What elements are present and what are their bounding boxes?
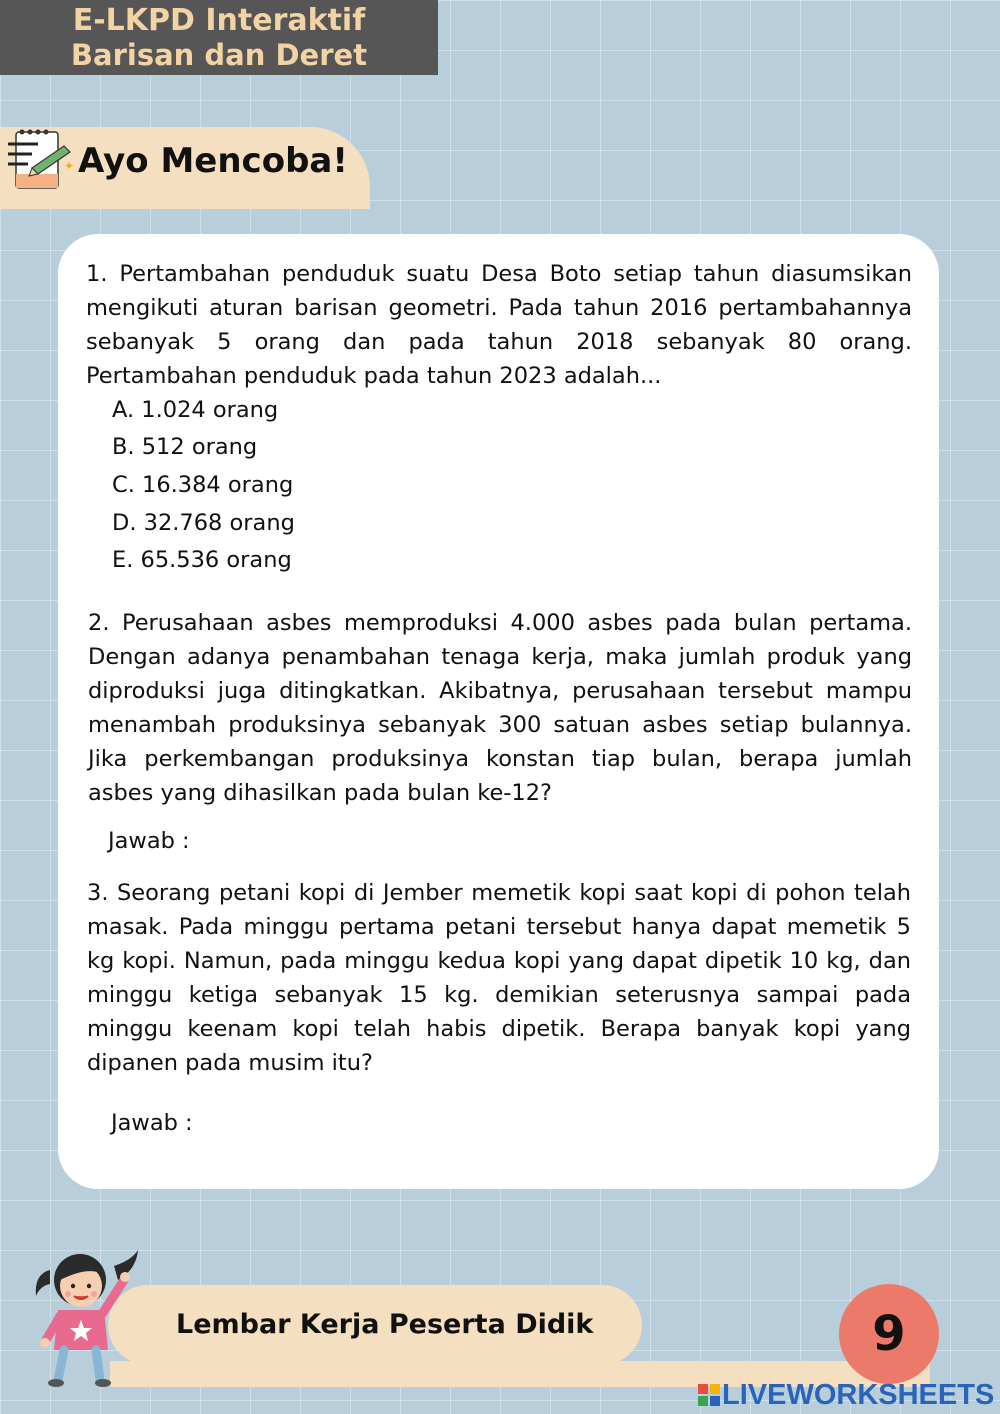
question-2-text: 2. Perusahaan asbes memproduksi 4.000 asbes pada bulan pertama. Dengan adanya penambahan tenaga kerja, maka jumlah produk yang diproduksi juga ditingkatkan. Akibatnya, perusahaan tersebut mampu menambah produksinya sebanyak 300 satuan asbes setiap bulannya. Jika perkembangan produksinya konstan tiap bulan, berapa jumlah asbes yang dihasilkan pada bulan ke-12? [88,610,912,806]
watermark-text: LIVEWORKSHEETS [722,1379,995,1411]
notepad-pencil-icon [2,124,78,196]
q1-option-c[interactable]: C. 16.384 orang [112,472,294,498]
footer-label: Lembar Kerja Peserta Didik [176,1309,594,1340]
liveworksheets-watermark [698,1378,994,1412]
q1-option-d[interactable]: D. 32.768 orang [112,510,295,536]
q1-option-e[interactable]: E. 65.536 orang [112,547,292,573]
header-title: E-LKPD Interaktif [72,3,366,38]
liveworksheets-logo-icon [698,1384,720,1406]
page-number: 9 [839,1284,939,1384]
question-1-text: 1. Pertambahan penduduk suatu Desa Boto setiap tahun diasumsikan mengikuti aturan barisan geometri. Pada tahun 2016 pertambahannya sebanyak 5 orang dan pada tahun 2018 sebanyak 80 orang. Pertambahan penduduk pada tahun 2023 adalah... [86,261,912,389]
svg-text:✦: ✦ [64,159,75,173]
girl-illustration-icon [28,1240,143,1390]
q2-answer-label: Jawab : [108,828,190,854]
question-3-text: 3. Seorang petani kopi di Jember memetik kopi saat kopi di pohon telah masak. Pada minggu pertama petani tersebut hanya dapat memetik 5 kg kopi. Namun, pada minggu kedua kopi yang dapat dipetik 10 kg, dan minggu ketiga sebanyak 15 kg. demikian seterusnya sampai pada minggu keenam kopi telah habis dipetik. Berapa banyak kopi yang dipanen pada musim itu? [87,880,911,1076]
q1-option-b[interactable]: B. 512 orang [112,434,258,460]
section-title: Ayo Mencoba! [78,141,348,181]
header-box [0,0,438,75]
q3-answer-label: Jawab : [111,1110,193,1136]
header-subtitle: Barisan dan Deret [70,38,368,72]
q1-option-a[interactable]: A. 1.024 orang [112,397,279,423]
